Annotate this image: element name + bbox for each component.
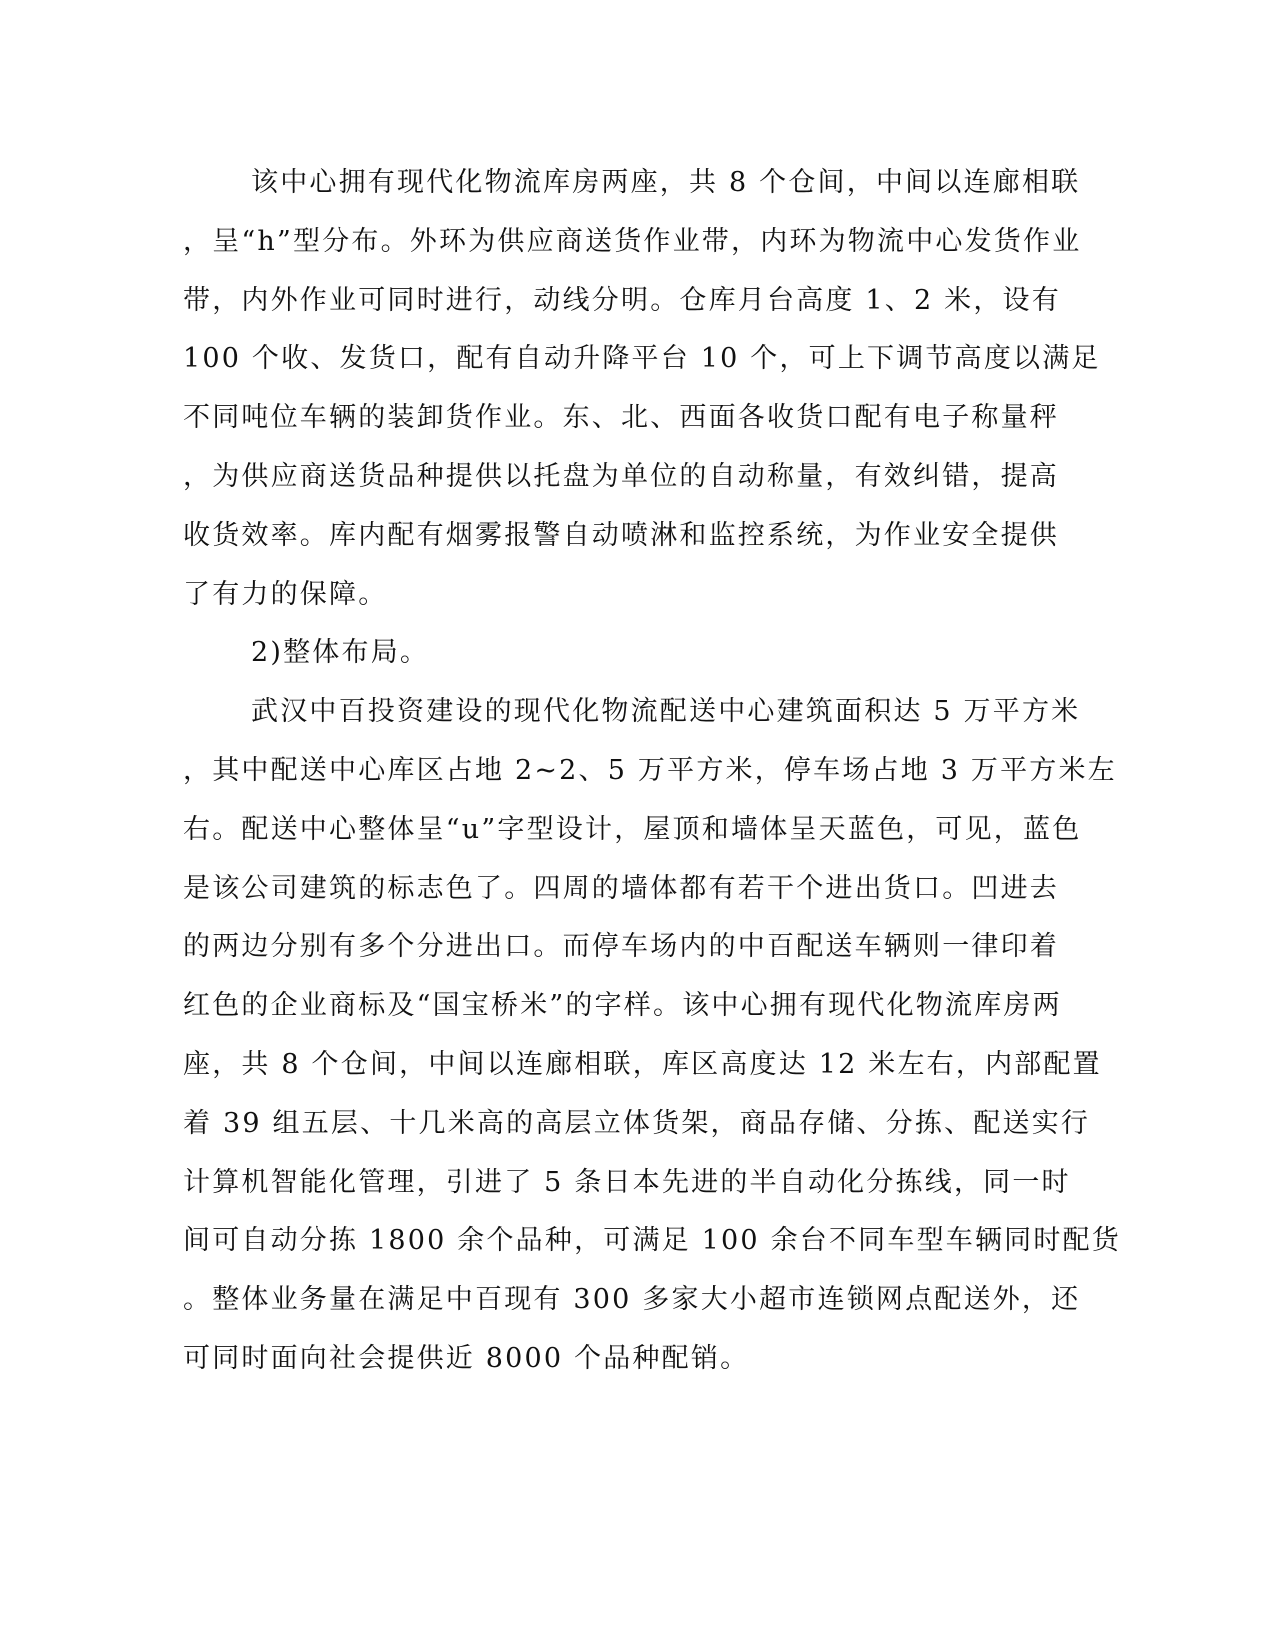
- text-line: 间可自动分拣 1800 余个品种，可满足 100 余台不同车型车辆同时配货: [183, 1225, 1121, 1257]
- text-line: 带，内外作业可同时进行，动线分明。仓库月台高度 1、2 米，设有: [183, 284, 1061, 316]
- text-line: 红色的企业商标及“国宝桥米”的字样。该中心拥有现代化物流库房两: [183, 990, 1062, 1022]
- section-heading-overall-layout: 2)整体布局。: [251, 637, 430, 669]
- text-line: 是该公司建筑的标志色了。四周的墙体都有若干个进出货口。凹进去: [183, 872, 1059, 904]
- document-body: [183, 154, 1121, 1389]
- text-line: ，为供应商送货品种提供以托盘为单位的自动称量，有效纠错，提高: [183, 460, 1059, 492]
- text-line: 计算机智能化管理，引进了 5 条日本先进的半自动化分拣线，同一时: [183, 1166, 1071, 1198]
- text-line: 。整体业务量在满足中百现有 300 多家大小超市连锁网点配送外，还: [183, 1284, 1081, 1316]
- text-line: 座，共 8 个仓间，中间以连廊相联，库区高度达 12 米左右，内部配置: [183, 1048, 1102, 1080]
- text-line: 的两边分别有多个分进出口。而停车场内的中百配送车辆则一律印着: [183, 931, 1059, 963]
- text-line: 可同时面向社会提供近 8000 个品种配销。: [183, 1342, 750, 1374]
- text-line: 右。配送中心整体呈“u”字型设计，屋顶和墙体呈天蓝色，可见，蓝色: [183, 813, 1082, 845]
- text-line: ，其中配送中心库区占地 2~2、5 万平方米，停车场占地 3 万平方米左: [183, 754, 1117, 786]
- paragraph-warehouse-facilities: [183, 154, 1101, 624]
- text-line: 武汉中百投资建设的现代化物流配送中心建筑面积达 5 万平方米: [251, 696, 1081, 728]
- text-line: 该中心拥有现代化物流库房两座，共 8 个仓间，中间以连廊相联: [251, 167, 1081, 198]
- text-line: 收货效率。库内配有烟雾报警自动喷淋和监控系统，为作业安全提供: [183, 519, 1059, 551]
- paragraph-overall-layout: [183, 683, 1121, 1389]
- text-line: 着 39 组五层、十几米高的高层立体货架，商品存储、分拣、配送实行: [183, 1107, 1091, 1139]
- text-line: ，呈“h”型分布。外环为供应商送货作业带，内环为物流中心发货作业: [183, 225, 1082, 257]
- text-line: 了有力的保障。: [183, 578, 388, 610]
- text-line: 不同吨位车辆的装卸货作业。东、北、西面各收货口配有电子称量秤: [183, 402, 1059, 434]
- text-line: 100 个收、发货口，配有自动升降平台 10 个，可上下调节高度以满足: [183, 343, 1101, 375]
